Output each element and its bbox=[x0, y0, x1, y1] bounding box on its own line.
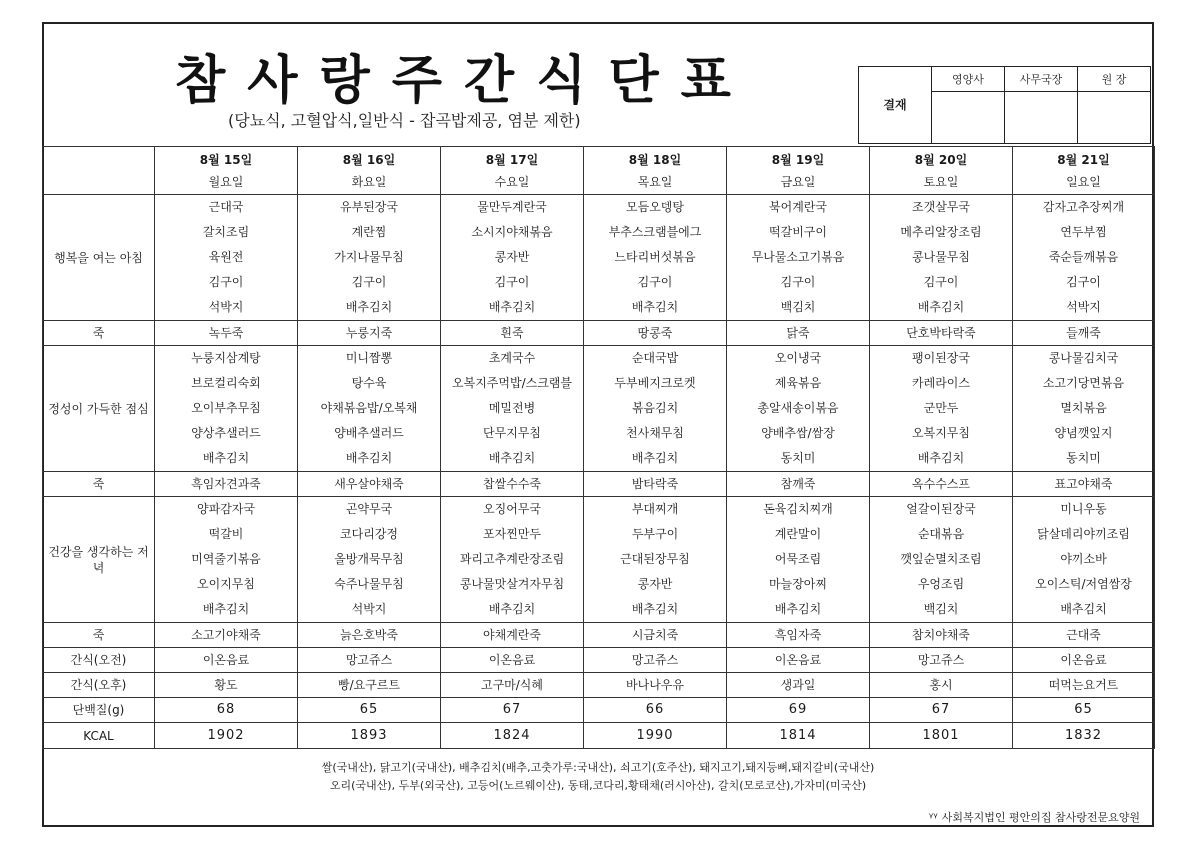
menu-item: 깻잎순멸치조림 bbox=[900, 552, 982, 566]
meal-cell bbox=[584, 195, 727, 321]
menu-item: 부추스크램블에그 bbox=[608, 225, 702, 239]
menu-item: 오복지주먹밥/스크램블 bbox=[452, 376, 572, 390]
menu-item: 배추김치 bbox=[631, 602, 679, 616]
day-date: 8월 18일 bbox=[628, 152, 682, 167]
menu-item: 오징어무국 bbox=[483, 502, 541, 516]
menu-item: 김구이 bbox=[923, 275, 959, 289]
menu-item: 콩자반 bbox=[494, 250, 530, 264]
protein-cell: 68 bbox=[155, 698, 298, 723]
meal-label-dinner: 건강을 생각하는 저녁 bbox=[43, 497, 155, 623]
snack-am-cell: 이온음료 bbox=[727, 648, 870, 673]
snack-pm-cell: 고구마/식혜 bbox=[441, 673, 584, 698]
kcal-cell: 1893 bbox=[298, 723, 441, 749]
day-weekday: 금요일 bbox=[780, 174, 816, 189]
day-date: 8월 17일 bbox=[485, 152, 539, 167]
menu-item: 팽이된장국 bbox=[912, 351, 970, 365]
snack-pm-cell: 홍시 bbox=[870, 673, 1013, 698]
porridge-morning-cell: 단호박타락죽 bbox=[870, 321, 1013, 346]
porridge-morning-cell: 들깨죽 bbox=[1013, 321, 1155, 346]
row-label-protein: 단백질(g) bbox=[43, 698, 155, 723]
meal-cell bbox=[584, 497, 727, 623]
porridge-dinner-cell: 늙은호박죽 bbox=[298, 623, 441, 648]
menu-item: 부대찌개 bbox=[631, 502, 679, 516]
menu-item: 계란찜 bbox=[351, 225, 387, 239]
leaf-logo-icon: ᵞᵞ bbox=[928, 810, 938, 824]
porridge-lunch-cell: 찹쌀수수죽 bbox=[441, 472, 584, 497]
menu-item: 김구이 bbox=[494, 275, 530, 289]
menu-item: 조갯살무국 bbox=[912, 200, 970, 214]
origin-line-2: 오리(국내산), 두부(외국산), 고등어(노르웨이산), 동태,코다리,황태채(러시아산), 갈치(모로코산),가자미(미국산) bbox=[329, 779, 867, 792]
protein-cell: 66 bbox=[584, 698, 727, 723]
porridge-lunch-cell: 흑임자견과죽 bbox=[155, 472, 298, 497]
kcal-cell: 1902 bbox=[155, 723, 298, 749]
menu-item: 근대된장무침 bbox=[620, 552, 690, 566]
day-date: 8월 15일 bbox=[199, 152, 253, 167]
menu-item: 양배추샐러드 bbox=[334, 426, 404, 440]
approval-label: 결재 bbox=[859, 67, 932, 144]
menu-item: 콩나물김치국 bbox=[1048, 351, 1119, 365]
porridge-dinner-cell: 참치야채죽 bbox=[870, 623, 1013, 648]
day-header bbox=[1013, 147, 1155, 195]
menu-item: 감자고추장찌개 bbox=[1042, 200, 1125, 214]
menu-item: 돈육김치찌개 bbox=[763, 502, 833, 516]
menu-item: 단무지무침 bbox=[483, 426, 541, 440]
day-date: 8월 16일 bbox=[342, 152, 396, 167]
meal-cell bbox=[441, 346, 584, 472]
menu-item: 야끼소바 bbox=[1060, 552, 1107, 566]
meal-cell bbox=[870, 346, 1013, 472]
menu-item: 포자찐만두 bbox=[483, 527, 541, 541]
menu-item: 배추김치 bbox=[774, 602, 822, 616]
table-row bbox=[43, 321, 1155, 346]
day-weekday: 일요일 bbox=[1066, 174, 1101, 189]
menu-item: 모듬오뎅탕 bbox=[626, 200, 684, 214]
organization-name bbox=[929, 809, 1140, 825]
snack-pm-cell: 바나나우유 bbox=[584, 673, 727, 698]
porridge-morning-cell: 녹두죽 bbox=[155, 321, 298, 346]
menu-item: 양배추쌈/쌈장 bbox=[761, 426, 835, 440]
porridge-lunch-cell: 참깨죽 bbox=[727, 472, 870, 497]
menu-item: 떡갈비구이 bbox=[769, 225, 827, 239]
day-header bbox=[298, 147, 441, 195]
menu-item: 배추김치 bbox=[917, 451, 965, 465]
menu-item: 동치미 bbox=[1066, 451, 1101, 465]
menu-item: 배추김치 bbox=[917, 300, 965, 314]
menu-item: 계란말이 bbox=[774, 527, 822, 541]
protein-cell: 67 bbox=[870, 698, 1013, 723]
day-weekday: 토요일 bbox=[923, 174, 959, 189]
meal-cell bbox=[870, 195, 1013, 321]
meal-label-lunch: 정성이 가득한 점심 bbox=[43, 346, 155, 472]
table-row bbox=[43, 648, 1155, 673]
menu-item: 배추김치 bbox=[345, 451, 393, 465]
approval-sign-box bbox=[1005, 92, 1078, 144]
menu-item: 김구이 bbox=[780, 275, 816, 289]
porridge-dinner-cell: 시금치죽 bbox=[584, 623, 727, 648]
menu-item: 무나물소고기볶음 bbox=[751, 250, 845, 264]
snack-pm-cell: 황도 bbox=[155, 673, 298, 698]
approval-role-director: 원 장 bbox=[1078, 67, 1151, 92]
snack-pm-cell: 생과일 bbox=[727, 673, 870, 698]
table-row bbox=[43, 195, 1155, 321]
meal-cell bbox=[727, 195, 870, 321]
organization-label: 사회복지법인 평안의집 참사랑전문요양원 bbox=[941, 811, 1140, 824]
menu-item: 두부베지크로켓 bbox=[614, 376, 696, 390]
menu-item: 연두부찜 bbox=[1060, 225, 1107, 239]
menu-item: 소시지야채볶음 bbox=[471, 225, 553, 239]
meal-cell bbox=[870, 497, 1013, 623]
day-date: 8월 20일 bbox=[914, 152, 968, 167]
row-label-porridge: 죽 bbox=[43, 321, 155, 346]
meal-cell bbox=[298, 346, 441, 472]
kcal-cell: 1801 bbox=[870, 723, 1013, 749]
meal-cell bbox=[155, 346, 298, 472]
snack-am-cell: 이온음료 bbox=[441, 648, 584, 673]
menu-item: 석박지 bbox=[351, 602, 387, 616]
meal-cell bbox=[727, 346, 870, 472]
menu-item: 배추김치 bbox=[345, 300, 393, 314]
meal-cell bbox=[155, 195, 298, 321]
day-date: 8월 19일 bbox=[771, 152, 825, 167]
porridge-morning-cell: 누룽지죽 bbox=[298, 321, 441, 346]
row-label-snack_pm: 간식(오후) bbox=[43, 673, 155, 698]
table-row bbox=[43, 698, 1155, 723]
porridge-dinner-cell: 야채계란죽 bbox=[441, 623, 584, 648]
porridge-lunch-cell: 밤타락죽 bbox=[584, 472, 727, 497]
meal-cell bbox=[441, 195, 584, 321]
menu-item: 탕수육 bbox=[351, 376, 387, 390]
kcal-cell: 1832 bbox=[1013, 723, 1155, 749]
menu-item: 천사채무침 bbox=[626, 426, 684, 440]
menu-item: 미역줄기볶음 bbox=[191, 552, 261, 566]
table-row bbox=[43, 147, 1155, 195]
menu-item: 갈치조림 bbox=[202, 225, 250, 239]
menu-item: 배추김치 bbox=[488, 602, 536, 616]
day-header bbox=[584, 147, 727, 195]
menu-item: 멸치볶음 bbox=[1060, 401, 1107, 415]
menu-item: 석박지 bbox=[1066, 300, 1101, 314]
porridge-morning-cell: 흰죽 bbox=[441, 321, 584, 346]
menu-item: 오복지무침 bbox=[912, 426, 970, 440]
row-label-snack_am: 간식(오전) bbox=[43, 648, 155, 673]
menu-item: 총알새송이볶음 bbox=[757, 401, 839, 415]
menu-item: 김구이 bbox=[351, 275, 387, 289]
approval-box bbox=[858, 66, 1151, 144]
menu-item: 순대볶음 bbox=[917, 527, 965, 541]
menu-item: 오이냉국 bbox=[774, 351, 822, 365]
menu-item: 오이부추무침 bbox=[191, 401, 261, 415]
table-row bbox=[43, 723, 1155, 749]
menu-item: 배추김치 bbox=[202, 451, 250, 465]
day-weekday: 목요일 bbox=[637, 174, 673, 189]
menu-item: 순대국밥 bbox=[631, 351, 679, 365]
table-row bbox=[43, 472, 1155, 497]
menu-item: 메추리알장조림 bbox=[900, 225, 982, 239]
menu-item: 가지나물무침 bbox=[334, 250, 404, 264]
day-header bbox=[155, 147, 298, 195]
menu-item: 곤약무국 bbox=[345, 502, 393, 516]
porridge-lunch-cell: 옥수수스프 bbox=[870, 472, 1013, 497]
porridge-lunch-cell: 새우살야채죽 bbox=[298, 472, 441, 497]
menu-item: 브로컬리숙회 bbox=[191, 376, 261, 390]
menu-item: 초계국수 bbox=[488, 351, 536, 365]
protein-cell: 69 bbox=[727, 698, 870, 723]
day-date: 8월 21일 bbox=[1057, 152, 1110, 167]
corner-cell bbox=[43, 147, 155, 195]
protein-cell: 65 bbox=[1013, 698, 1155, 723]
day-header bbox=[870, 147, 1013, 195]
kcal-cell: 1990 bbox=[584, 723, 727, 749]
menu-item: 메밀전병 bbox=[488, 401, 536, 415]
menu-item: 김구이 bbox=[208, 275, 244, 289]
meal-cell bbox=[298, 497, 441, 623]
row-label-porridge: 죽 bbox=[43, 623, 155, 648]
menu-item: 배추김치 bbox=[488, 300, 536, 314]
menu-item: 배추김치 bbox=[631, 451, 679, 465]
menu-item: 석박지 bbox=[208, 300, 244, 314]
menu-item: 근대국 bbox=[208, 200, 244, 214]
menu-item: 콩나물맛살겨자무침 bbox=[459, 577, 565, 591]
menu-item: 우엉조림 bbox=[917, 577, 965, 591]
menu-item: 양상추샐러드 bbox=[191, 426, 261, 440]
menu-item: 야채볶음밥/오복채 bbox=[320, 401, 418, 415]
meal-cell bbox=[727, 497, 870, 623]
menu-item: 김구이 bbox=[1066, 275, 1101, 289]
meal-cell bbox=[441, 497, 584, 623]
meal-cell bbox=[155, 497, 298, 623]
menu-item: 어묵조림 bbox=[774, 552, 822, 566]
table-row bbox=[43, 673, 1155, 698]
menu-item: 느타리버섯볶음 bbox=[614, 250, 696, 264]
menu-item: 닭살데리야끼조림 bbox=[1037, 527, 1130, 541]
menu-item: 볶음김치 bbox=[631, 401, 679, 415]
menu-item: 백김치 bbox=[780, 300, 816, 314]
menu-item: 김구이 bbox=[637, 275, 673, 289]
day-header bbox=[441, 147, 584, 195]
snack-am-cell: 망고쥬스 bbox=[298, 648, 441, 673]
menu-item: 배추김치 bbox=[202, 602, 250, 616]
snack-pm-cell: 떠먹는요거트 bbox=[1013, 673, 1155, 698]
protein-cell: 65 bbox=[298, 698, 441, 723]
menu-item: 미니짬뽕 bbox=[345, 351, 393, 365]
menu-item: 배추김치 bbox=[1060, 602, 1107, 616]
meal-label-breakfast: 행복을 여는 아침 bbox=[43, 195, 155, 321]
menu-item: 꽈리고추계란장조림 bbox=[459, 552, 565, 566]
menu-item: 배추김치 bbox=[631, 300, 679, 314]
menu-item: 두부구이 bbox=[631, 527, 679, 541]
porridge-dinner-cell: 근대죽 bbox=[1013, 623, 1155, 648]
row-label-porridge: 죽 bbox=[43, 472, 155, 497]
day-header bbox=[727, 147, 870, 195]
menu-table bbox=[42, 146, 1155, 749]
meal-cell bbox=[298, 195, 441, 321]
table-row bbox=[43, 623, 1155, 648]
meal-cell bbox=[1013, 195, 1155, 321]
menu-item: 육원전 bbox=[208, 250, 244, 264]
porridge-morning-cell: 닭죽 bbox=[727, 321, 870, 346]
menu-item: 마늘장아찌 bbox=[769, 577, 827, 591]
menu-item: 떡갈비 bbox=[208, 527, 244, 541]
snack-am-cell: 망고쥬스 bbox=[584, 648, 727, 673]
menu-item: 오이스틱/저염쌈장 bbox=[1035, 577, 1132, 591]
menu-item: 배추김치 bbox=[488, 451, 536, 465]
menu-item: 제육볶음 bbox=[774, 376, 822, 390]
day-weekday: 수요일 bbox=[494, 174, 530, 189]
approval-sign-box bbox=[1078, 92, 1151, 144]
menu-item: 동치미 bbox=[780, 451, 816, 465]
menu-item: 콩나물무침 bbox=[912, 250, 970, 264]
menu-item: 오이지무침 bbox=[197, 577, 255, 591]
menu-item: 죽순들깨볶음 bbox=[1048, 250, 1119, 264]
day-weekday: 화요일 bbox=[351, 174, 387, 189]
origin-line-1: 쌀(국내산), 닭고기(국내산), 배추김치(배추,고춧가루:국내산), 쇠고기(호주산), 돼지고기,돼지등뼈,돼지갈비(국내산) bbox=[321, 761, 875, 774]
table-row bbox=[43, 346, 1155, 472]
page-subtitle: (당뇨식, 고혈압식,일반식 - 잡곡밥제공, 염분 제한) bbox=[228, 111, 581, 130]
menu-item: 북어계란국 bbox=[769, 200, 827, 214]
kcal-cell: 1824 bbox=[441, 723, 584, 749]
approval-role-dietitian: 영양사 bbox=[932, 67, 1005, 92]
menu-item: 미니우동 bbox=[1060, 502, 1107, 516]
snack-am-cell: 망고쥬스 bbox=[870, 648, 1013, 673]
porridge-morning-cell: 땅콩죽 bbox=[584, 321, 727, 346]
porridge-dinner-cell: 흑임자죽 bbox=[727, 623, 870, 648]
menu-item: 콩자반 bbox=[637, 577, 673, 591]
footer bbox=[42, 751, 1154, 827]
menu-item: 백김치 bbox=[923, 602, 959, 616]
menu-item: 물만두계란국 bbox=[477, 200, 547, 214]
menu-item: 얼갈이된장국 bbox=[906, 502, 976, 516]
menu-item: 카레라이스 bbox=[912, 376, 970, 390]
menu-item: 코다리강정 bbox=[340, 527, 398, 541]
menu-item: 양념깻잎지 bbox=[1054, 426, 1113, 440]
menu-item: 소고기당면볶음 bbox=[1042, 376, 1125, 390]
snack-am-cell: 이온음료 bbox=[155, 648, 298, 673]
protein-cell: 67 bbox=[441, 698, 584, 723]
meal-cell bbox=[1013, 346, 1155, 472]
kcal-cell: 1814 bbox=[727, 723, 870, 749]
porridge-dinner-cell: 소고기야채죽 bbox=[155, 623, 298, 648]
approval-role-office-manager: 사무국장 bbox=[1005, 67, 1078, 92]
meal-cell bbox=[1013, 497, 1155, 623]
menu-item: 양파감자국 bbox=[197, 502, 255, 516]
menu-item: 올방개묵무침 bbox=[334, 552, 404, 566]
approval-sign-box bbox=[932, 92, 1005, 144]
row-label-kcal: KCAL bbox=[43, 723, 155, 749]
table-row bbox=[43, 497, 1155, 623]
porridge-lunch-cell: 표고야채죽 bbox=[1013, 472, 1155, 497]
meal-cell bbox=[584, 346, 727, 472]
menu-item: 군만두 bbox=[923, 401, 959, 415]
menu-item: 누룽지삼계탕 bbox=[191, 351, 261, 365]
day-weekday: 월요일 bbox=[208, 174, 244, 189]
menu-item: 유부된장국 bbox=[340, 200, 398, 214]
snack-am-cell: 이온음료 bbox=[1013, 648, 1155, 673]
page-title: 참사랑주간식단표 bbox=[175, 51, 753, 111]
menu-item: 숙주나물무침 bbox=[334, 577, 404, 591]
snack-pm-cell: 빵/요구르트 bbox=[298, 673, 441, 698]
